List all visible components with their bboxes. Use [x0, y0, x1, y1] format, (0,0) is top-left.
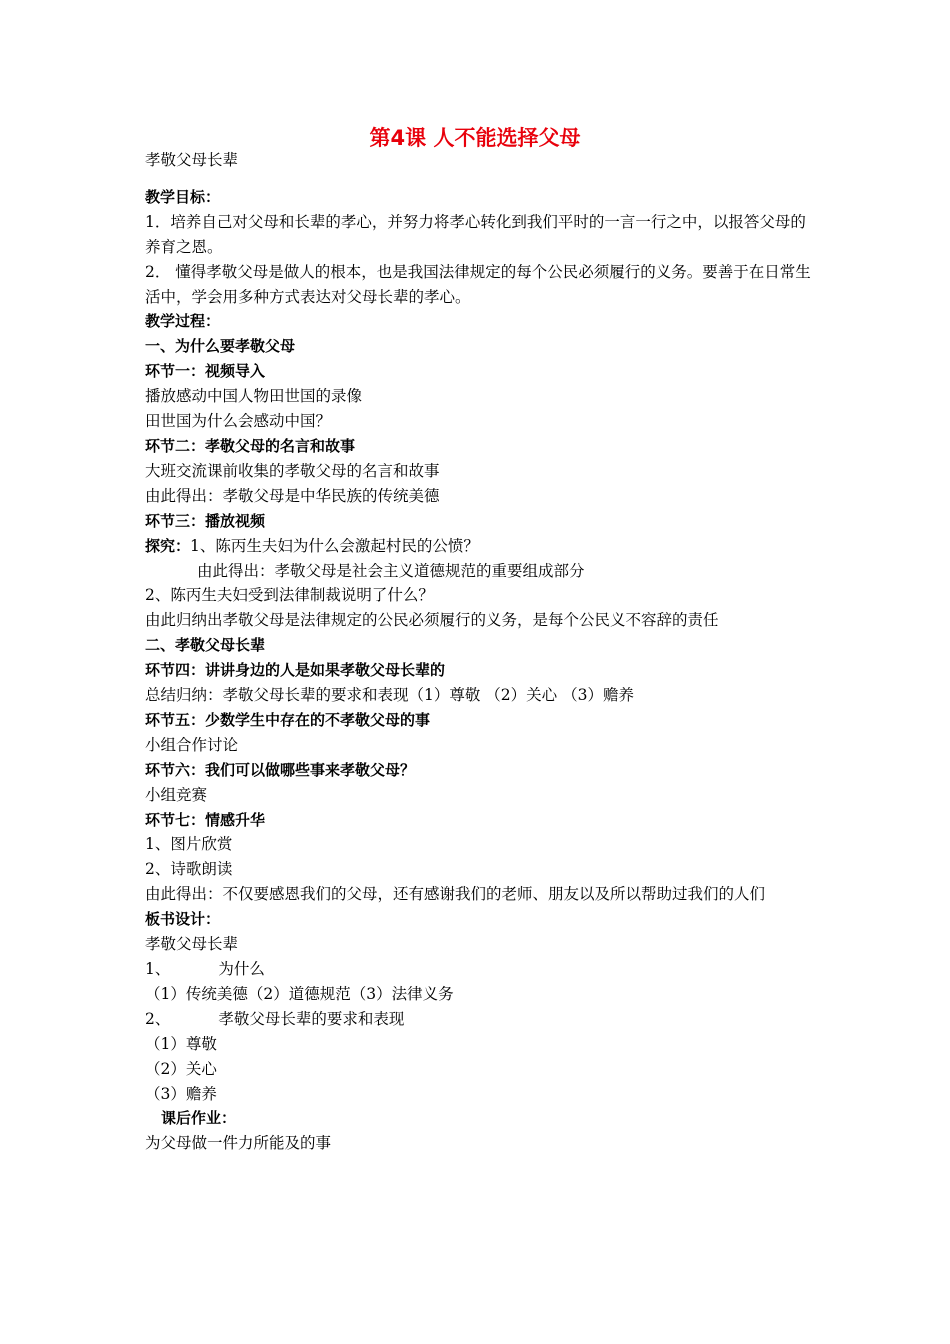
explore-question-1-text: 1、陈丙生夫妇为什么会激起村民的公愤？ [190, 536, 479, 555]
part2-heading: 二、孝敬父母长辈 [145, 636, 266, 655]
board-heading: 板书设计： [145, 910, 221, 929]
board-item-2-b: （2）关心 [145, 1059, 217, 1078]
step2-heading: 环节二：孝敬父母的名言和故事 [145, 436, 356, 455]
step1-heading: 环节一：视频导入 [145, 362, 266, 381]
process-heading: 教学过程： [145, 312, 221, 331]
board-item-2 [145, 1007, 815, 1032]
step7-heading: 环节七：情感升华 [145, 810, 266, 829]
step6-line-1: 小组竞赛 [145, 785, 208, 804]
step1-line-2: 田世国为什么会感动中国？ [145, 412, 332, 431]
explore-label: 探究： [145, 536, 191, 555]
step7-line-3: 由此得出：不仅要感恩我们的父母，还有感谢我们的老师、朋友以及所以帮助过我们的人们 [145, 885, 766, 904]
step1-line-1: 播放感动中国人物田世国的录像 [145, 387, 363, 406]
goal-item-1: 1．培养自己对父母和长辈的孝心，并努力将孝心转化到我们平时的一言一行之中，以报答父母的养育之恩。 [145, 212, 806, 256]
board-item-1-num: 1、 [145, 960, 171, 978]
explore-answer-1: 由此得出：孝敬父母是社会主义道德规范的重要组成部分 [197, 561, 585, 580]
spacer [145, 173, 815, 185]
board-item-2-num: 2、 [145, 1009, 171, 1028]
homework-heading: 课后作业： [161, 1109, 237, 1128]
step4-line-1: 总结归纳：孝敬父母长辈的要求和表现（1）尊敬 （2）关心 （3）赡养 [145, 686, 634, 705]
step3-heading: 环节三：播放视频 [145, 511, 266, 530]
explore-question-1 [145, 534, 815, 559]
page-title: 第4课 人不能选择父母 [369, 126, 581, 150]
document-body [145, 148, 815, 1156]
goal-item-2: 2． 懂得孝敬父母是做人的根本，也是我国法律规定的每个公民必须履行的义务。要善于在日常生活中，学会用多种方式表达对父母长辈的孝心。 [145, 262, 811, 306]
board-item-2-c: （3）赡养 [145, 1084, 217, 1103]
step5-heading: 环节五：少数学生中存在的不孝敬父母的事 [145, 710, 431, 729]
goals-heading: 教学目标： [145, 187, 221, 206]
step4-heading: 环节四：讲讲身边的人是如果孝敬父母长辈的 [145, 661, 446, 680]
subtitle: 孝敬父母长辈 [145, 151, 239, 169]
board-item-1 [145, 957, 815, 982]
board-item-2-a: （1）尊敬 [145, 1034, 217, 1053]
explore-answer-2: 由此归纳出孝敬父母是法律规定的公民必须履行的义务，是每个公民义不容辞的责任 [145, 611, 719, 630]
explore-question-2: 2、陈丙生夫妇受到法律制裁说明了什么？ [145, 586, 434, 605]
step7-line-1: 1、图片欣赏 [145, 835, 233, 854]
board-item-1-detail: （1）传统美德（2）道德规范（3）法律义务 [145, 984, 454, 1003]
part1-heading: 一、为什么要孝敬父母 [145, 337, 296, 356]
board-item-2-text: 孝敬父母长辈的要求和表现 [218, 1009, 405, 1028]
step2-line-1: 大班交流课前收集的孝敬父母的名言和故事 [145, 461, 440, 480]
step7-line-2: 2、诗歌朗读 [145, 860, 233, 879]
step2-line-2: 由此得出：孝敬父母是中华民族的传统美德 [145, 486, 440, 505]
step5-line-1: 小组合作讨论 [145, 735, 239, 754]
board-item-1-text: 为什么 [218, 960, 265, 978]
step6-heading: 环节六：我们可以做哪些事来孝敬父母？ [145, 760, 416, 779]
homework-text: 为父母做一件力所能及的事 [145, 1134, 332, 1153]
board-title: 孝敬父母长辈 [145, 935, 239, 954]
